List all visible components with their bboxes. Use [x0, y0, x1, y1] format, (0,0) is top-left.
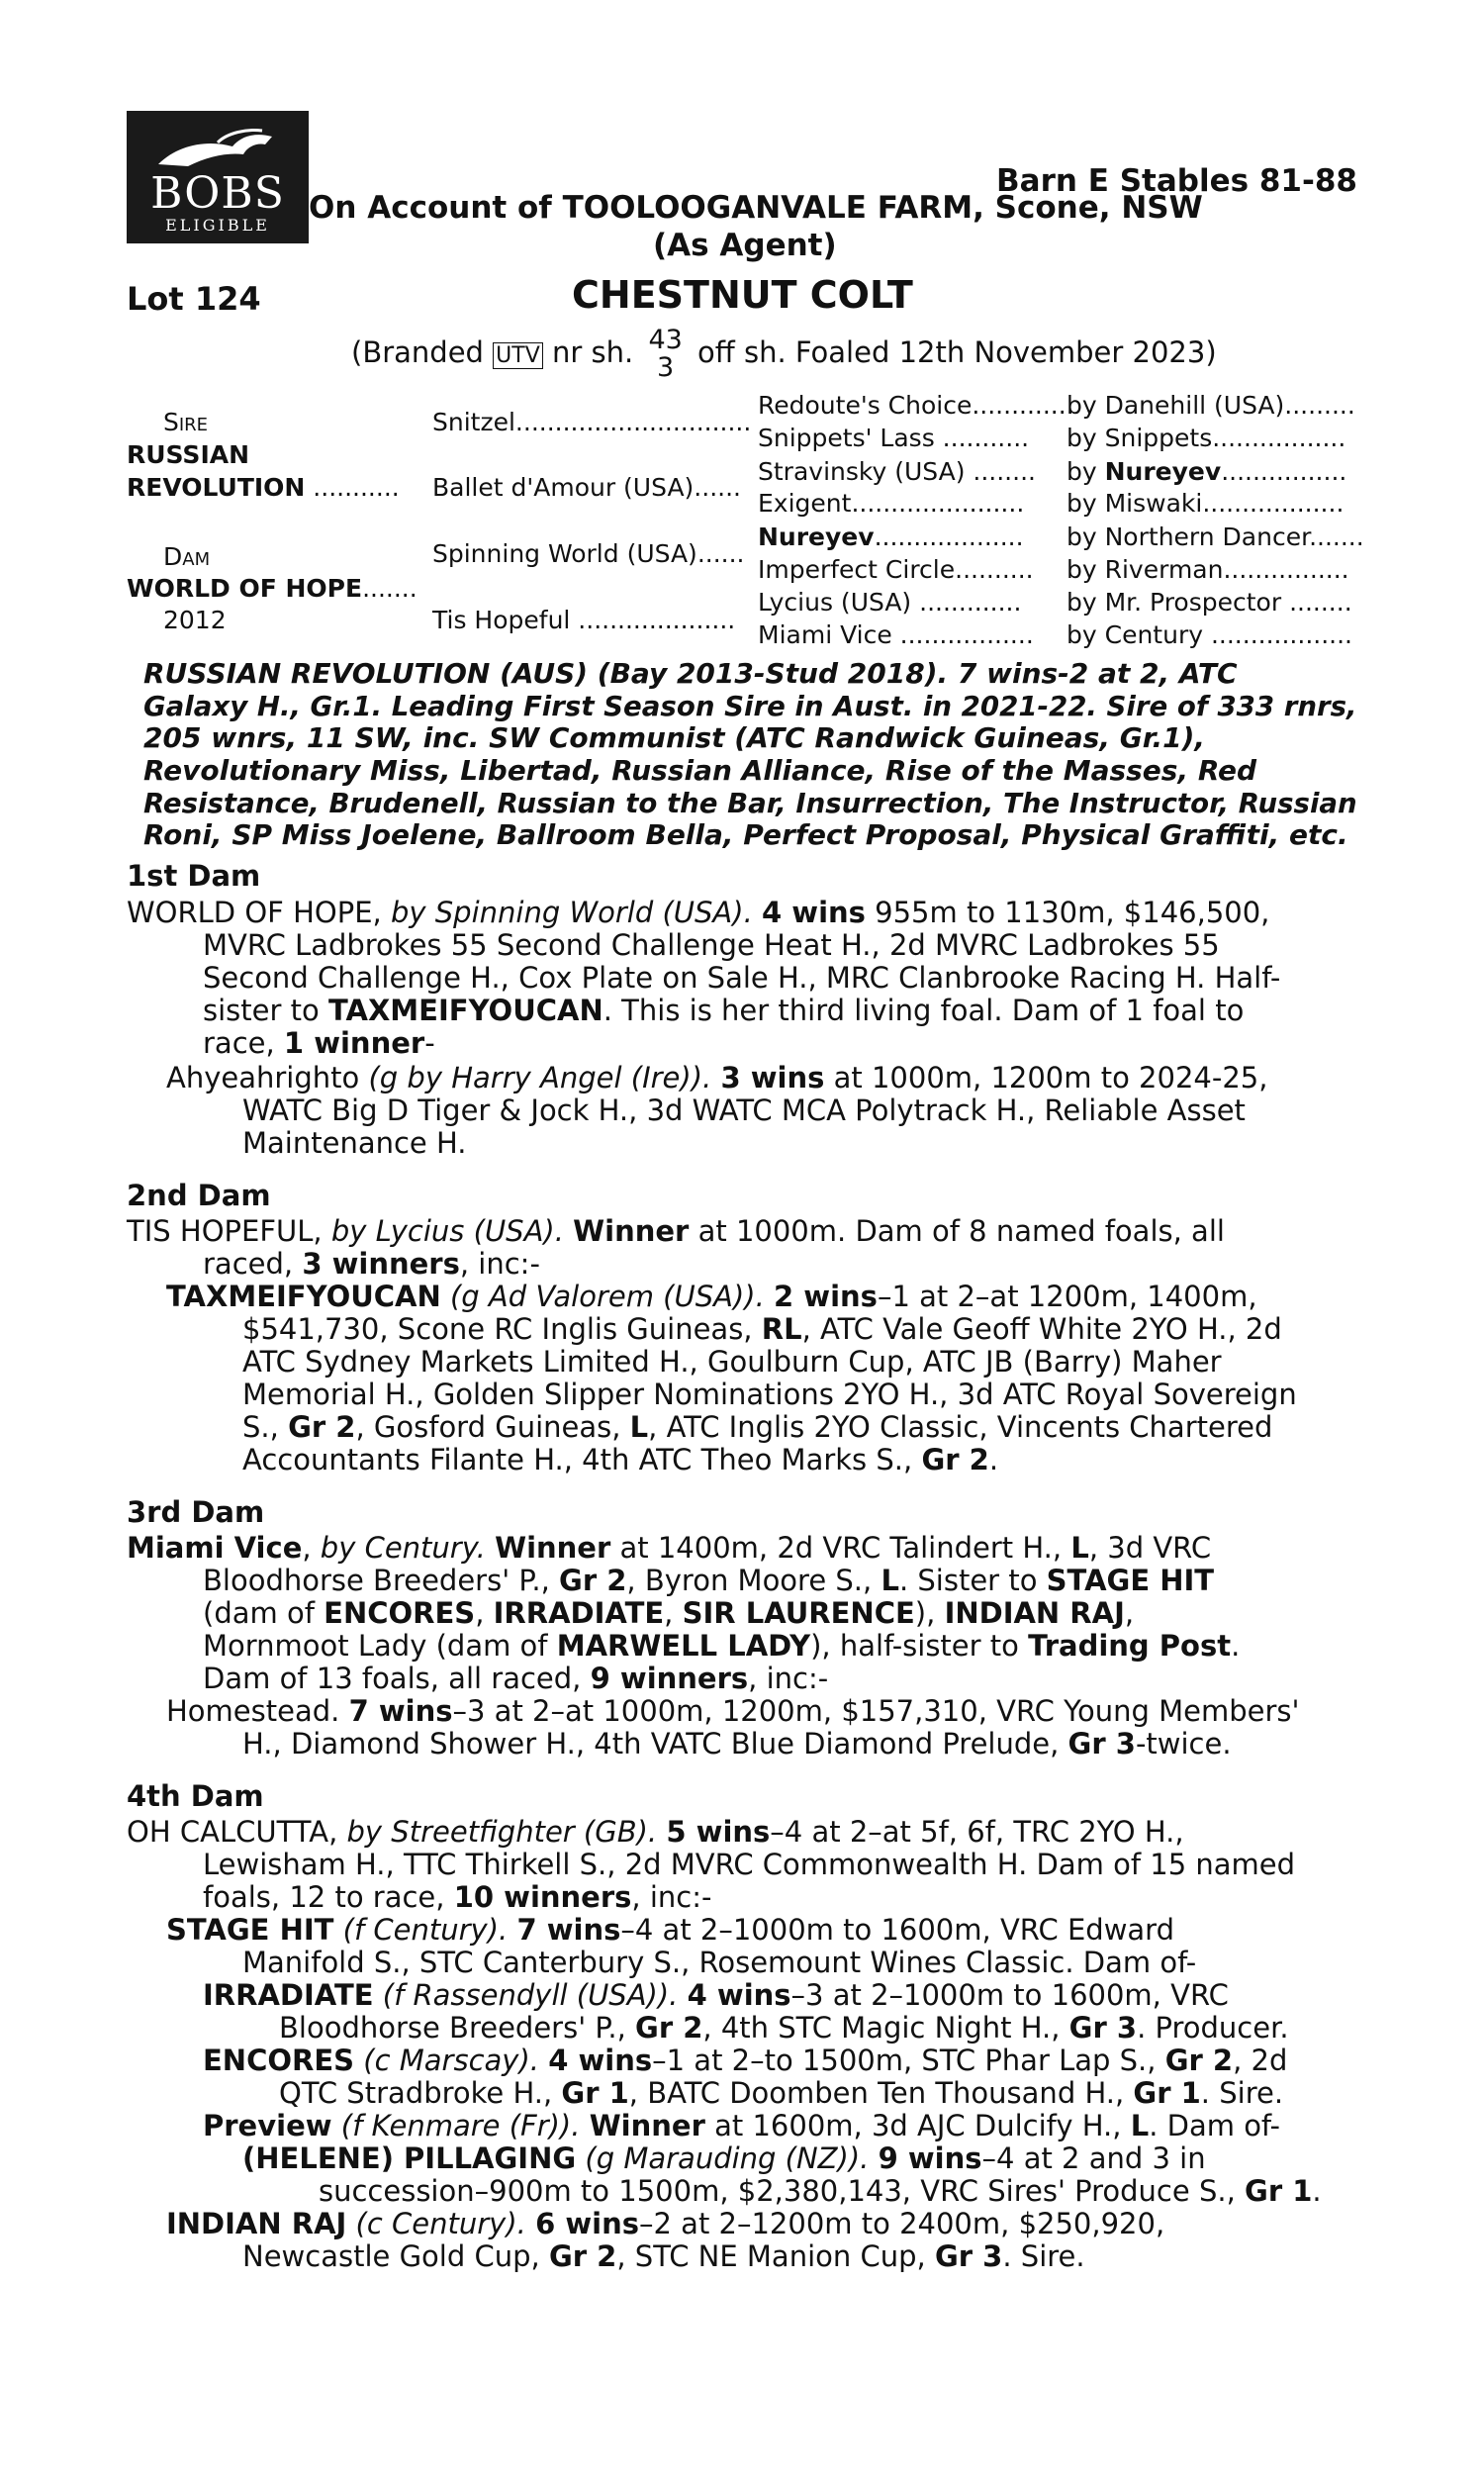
- dam2-line-1: TIS HOPEFUL, by Lycius (USA). Winner at 1000m. Dam of 8 named foals, all: [127, 1214, 1225, 1248]
- dam3-line-5: Dam of 13 foals, all raced, 9 winners, inc:-: [203, 1662, 829, 1695]
- section-heading: 3rd Dam: [127, 1495, 265, 1529]
- horse-icon: [148, 125, 287, 174]
- dam3-line-1: Miami Vice, by Century. Winner at 1400m, 2d VRC Talindert H., L, 3d VRC: [127, 1531, 1212, 1565]
- dam-label: Dam: [163, 542, 211, 571]
- gg-by-3: by Nureyev................: [1067, 457, 1347, 486]
- gg-name-2: Snippets' Lass ...........: [758, 424, 1030, 452]
- dam1-line-2: MVRC Ladbrokes 55 Second Challenge Heat H., 2d MVRC Ladbrokes 55: [203, 928, 1220, 962]
- gg-name-6: Imperfect Circle..........: [758, 555, 1034, 584]
- grand-dam-2: Tis Hopeful ....................: [432, 606, 736, 634]
- grandprogeny-line: IRRADIATE (f Rassendyll (USA)). 4 wins–3 at 2–1000m to 1600m, VRC: [203, 1978, 1229, 2012]
- progeny-line: Homestead. 7 wins–3 at 2–at 1000m, 1200m, $157,310, VRC Young Members': [166, 1694, 1300, 1728]
- progeny-line-2: WATC Big D Tiger & Jock H., 3d WATC MCA Polytrack H., Reliable Asset: [242, 1094, 1246, 1127]
- progeny-line: INDIAN RAJ (c Century). 6 wins–2 at 2–1200m to 2400m, $250,920,: [166, 2207, 1165, 2240]
- sire-name-line2: REVOLUTION ...........: [127, 473, 400, 502]
- dam-name: WORLD OF HOPE.......: [127, 574, 417, 603]
- gg-by-4: by Miswaki..................: [1067, 489, 1345, 518]
- great-grandprogeny-line: (HELENE) PILLAGING (g Marauding (NZ)). 9 wins–4 at 2 and 3 in: [242, 2141, 1206, 2175]
- gg-by-1: by Danehill (USA).........: [1067, 391, 1355, 420]
- progeny-line-2: H., Diamond Shower H., 4th VATC Blue Diamond Prelude, Gr 3-twice.: [242, 1727, 1232, 1760]
- dam3-line-3: (dam of ENCORES, IRRADIATE, SIR LAURENCE), INDIAN RAJ,: [203, 1596, 1135, 1630]
- grandprogeny-line-2: QTC Stradbroke H., Gr 1, BATC Doomben Ten Thousand H., Gr 1. Sire.: [279, 2076, 1284, 2110]
- dam3-line-2: Bloodhorse Breeders' P., Gr 2, Byron Moore S., L. Sister to STAGE HIT: [203, 1564, 1215, 1597]
- gg-by-5: by Northern Dancer.......: [1067, 523, 1364, 551]
- grand-dam-1: Ballet d'Amour (USA)......: [432, 473, 741, 502]
- grandprogeny-line: Preview (f Kenmare (Fr)). Winner at 1600m, 3d AJC Dulcify H., L. Dam of-: [203, 2109, 1281, 2142]
- progeny-line-3: Maintenance H.: [242, 1126, 467, 1160]
- section-heading: 1st Dam: [127, 859, 261, 893]
- gg-name-8: Miami Vice .................: [758, 620, 1034, 649]
- gg-by-7: by Mr. Prospector ........: [1067, 588, 1352, 617]
- sire-line-1: RUSSIAN REVOLUTION (AUS) (Bay 2013-Stud 2018). 7 wins-2 at 2, ATC: [143, 657, 1238, 690]
- progeny-line-6: Accountants Filante H., 4th ATC Theo Marks S., Gr 2.: [242, 1443, 999, 1476]
- sire-line-6: Roni, SP Miss Joelene, Ballroom Bella, Perfect Proposal, Physical Graffiti, etc.: [143, 818, 1348, 851]
- dam1-line-5: race, 1 winner-: [203, 1026, 435, 1060]
- brand-mark: UTV: [493, 342, 543, 369]
- gg-name-5: Nureyev...................: [758, 523, 1024, 551]
- brand-description: (Branded UTV nr sh. 43 3 off sh. Foaled 12th November 2023): [351, 325, 1217, 383]
- horse-title: CHESTNUT COLT: [572, 273, 913, 317]
- sire-line-5: Resistance, Brudenell, Russian to the Bar, Insurrection, The Instructor, Russian: [143, 787, 1357, 819]
- sire-line-2: Galaxy H., Gr.1. Leading First Season Sire in Aust. in 2021-22. Sire of 333 rnrs,: [143, 690, 1357, 722]
- sire-label: Sire: [163, 408, 209, 436]
- grand-sire-2: Spinning World (USA)......: [432, 539, 745, 568]
- gg-by-2: by Snippets.................: [1067, 424, 1346, 452]
- dam4-line-1: OH CALCUTTA, by Streetfighter (GB). 5 wins–4 at 2–at 5f, 6f, TRC 2YO H.,: [127, 1815, 1184, 1849]
- progeny-line-4: Memorial H., Golden Slipper Nominations 2YO H., 3d ATC Royal Sovereign: [242, 1378, 1297, 1411]
- barn-location: Barn E Stables 81-88: [996, 163, 1357, 199]
- section-heading: 4th Dam: [127, 1779, 264, 1813]
- dam4-line-3: foals, 12 to race, 10 winners, inc:-: [203, 1880, 712, 1914]
- section-heading: 2nd Dam: [127, 1179, 271, 1212]
- dam2-line-2: raced, 3 winners, inc:-: [203, 1247, 540, 1281]
- gg-name-7: Lycius (USA) .............: [758, 588, 1022, 617]
- sire-name-line1: RUSSIAN: [127, 440, 250, 469]
- progeny-line-2: $541,730, Scone RC Inglis Guineas, RL, ATC Vale Geoff White 2YO H., 2d: [242, 1312, 1282, 1346]
- sire-line-4: Revolutionary Miss, Libertad, Russian Alliance, Rise of the Masses, Red: [143, 754, 1257, 787]
- lot-number: Lot 124: [127, 280, 261, 318]
- progeny-line-2: Manifold S., STC Canterbury S., Rosemount Wines Classic. Dam of-: [242, 1946, 1197, 1979]
- logo-subtext: ELIGIBLE: [165, 216, 270, 235]
- gg-by-6: by Riverman................: [1067, 555, 1349, 584]
- sire-line-3: 205 wnrs, 11 SW, inc. SW Communist (ATC Randwick Guineas, Gr.1),: [143, 721, 1206, 754]
- progeny-line: STAGE HIT (f Century). 7 wins–4 at 2–1000m to 1600m, VRC Edward: [166, 1913, 1174, 1947]
- dam4-line-2: Lewisham H., TTC Thirkell S., 2d MVRC Commonwealth H. Dam of 15 named: [203, 1848, 1296, 1881]
- brand-number: 43 3: [648, 325, 683, 383]
- gg-by-8: by Century ..................: [1067, 620, 1353, 649]
- agent-note: (As Agent): [653, 228, 837, 263]
- logo-text: BOBS: [150, 168, 285, 219]
- grandprogeny-line-2: Bloodhorse Breeders' P., Gr 2, 4th STC Magic Night H., Gr 3. Producer.: [279, 2011, 1289, 2045]
- dam-year: 2012: [163, 606, 227, 634]
- grandprogeny-line: ENCORES (c Marscay). 4 wins–1 at 2–to 1500m, STC Phar Lap S., Gr 2, 2d: [203, 2044, 1288, 2077]
- gg-name-1: Redoute's Choice.............: [758, 391, 1074, 420]
- grand-sire-1: Snitzel..............................: [432, 408, 752, 436]
- great-grandprogeny-line-2: succession–900m to 1500m, $2,380,143, VRC Sires' Produce S., Gr 1.: [319, 2174, 1322, 2208]
- bobs-eligible-logo: [127, 111, 309, 243]
- progeny-line-5: S., Gr 2, Gosford Guineas, L, ATC Inglis 2YO Classic, Vincents Chartered: [242, 1410, 1273, 1444]
- vendor-account: On Account of TOOLOOGANVALE FARM, Scone, NSW: [309, 190, 1203, 226]
- gg-name-3: Stravinsky (USA) ........: [758, 457, 1036, 486]
- progeny-line-3: ATC Sydney Markets Limited H., Goulburn Cup, ATC JB (Barry) Maher: [242, 1345, 1222, 1379]
- progeny-line-2: Newcastle Gold Cup, Gr 2, STC NE Manion Cup, Gr 3. Sire.: [242, 2239, 1085, 2273]
- progeny-line: Ahyeahrighto (g by Harry Angel (Ire)). 3 wins at 1000m, 1200m to 2024-25,: [166, 1061, 1268, 1094]
- dam1-line-1: WORLD OF HOPE, by Spinning World (USA). 4 wins 955m to 1130m, $146,500,: [127, 896, 1270, 929]
- progeny-line: TAXMEIFYOUCAN (g Ad Valorem (USA)). 2 wins–1 at 2–at 1200m, 1400m,: [166, 1280, 1257, 1313]
- gg-name-4: Exigent......................: [758, 489, 1025, 518]
- dam3-line-4: Mornmoot Lady (dam of MARWELL LADY), half-sister to Trading Post.: [203, 1629, 1241, 1663]
- dam1-line-4: sister to TAXMEIFYOUCAN. This is her third living foal. Dam of 1 foal to: [203, 994, 1245, 1027]
- dam1-line-3: Second Challenge H., Cox Plate on Sale H., MRC Clanbrooke Racing H. Half-: [203, 961, 1281, 995]
